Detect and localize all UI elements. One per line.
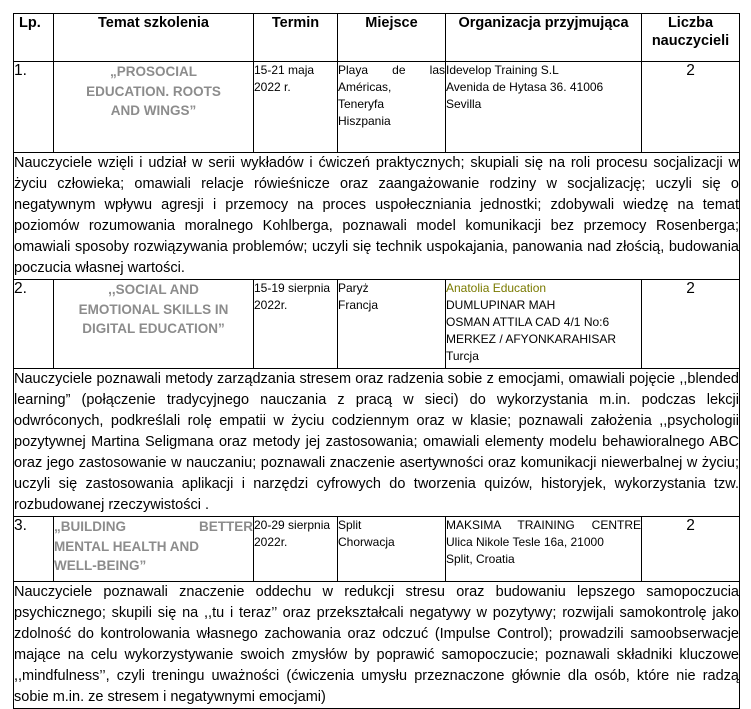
place-line: Playa de las Américas, — [338, 63, 445, 94]
teacher-count: 2 — [642, 517, 740, 582]
org-line: MERKEZ / AFYONKARAHISAR — [446, 332, 617, 346]
host-organization — [446, 517, 642, 582]
topic-line: AND WINGS” — [110, 103, 197, 118]
header-organization: Organizacja przyjmująca — [446, 14, 642, 62]
description-row — [14, 369, 740, 517]
header-place: Miejsce — [338, 14, 446, 62]
host-organization — [446, 280, 642, 369]
table-row — [14, 62, 740, 153]
row-number: 2. — [14, 280, 54, 369]
description-row — [14, 153, 740, 280]
description-row — [14, 582, 740, 709]
training-description: Nauczyciele poznawali metody zarządzania stresem oraz radzenia sobie z emocjami, omawiali pojęcie ,,blended learning” (połączenie tradycyjnego nauczania z pracą w sieci) do wykorzystania m.in. podczas lekcji odwróconych, podkreślali rolę empatii w życiu codziennym oraz w klasie; poznawali założenia ,,psychologii pozytywnej Martina Seligmana oraz metody jej zastosowania; omawiali elementy modelu behawioralnego ABC oraz jego zastosowanie w nauczaniu; poznawali znaczenie asertywności oraz komunikacji niewerbalnej w życiu; uczyli się zastosowania aplikacji i narzędzi cyfrowych do tworzenia quizów, historyjek, wykorzystania tzw. rozbudowanej rzeczywistości . — [14, 369, 740, 517]
training-date: 15-21 maja 2022 r. — [254, 62, 338, 153]
topic-line: „PROSOCIAL — [109, 64, 197, 79]
training-table — [13, 13, 740, 709]
training-date: 20-29 sierpnia 2022r. — [254, 517, 338, 582]
place-line: Chorwacja — [338, 535, 395, 549]
training-topic — [54, 517, 254, 582]
training-description: Nauczyciele poznawali znaczenie oddechu w redukcji stresu oraz budowaniu lepszego samopoczucia psychicznego; skupili się na ,,tu i teraz’’ oraz przekształcali negatywy w pozytywy; rozwijali samokontrolę jako zdolność do kontrolowania własnego zachowania oraz odczuć (Impulse Control); prowadzili samoobserwacje mające na celu wykorzystywanie swoich zmysłów by poprawić samopoczucie; poznawali składniki kluczowe ,,mindfulness’’, czyli treningu uważności (ćwiczenia umysłu przeznaczone głównie dla osób, które nie radzą sobie m.in. ze stresem i negatywnymi emocjami) — [14, 582, 740, 709]
table-row — [14, 517, 740, 582]
place-line: Paryż — [338, 281, 369, 295]
topic-line: WELL-BEING” — [54, 558, 147, 573]
header-teacher-count: Liczba nauczycieli — [642, 14, 740, 62]
org-line: Idevelop Training S.L — [446, 63, 559, 77]
training-topic — [54, 62, 254, 153]
org-line: Split, Croatia — [446, 552, 515, 566]
teacher-count: 2 — [642, 62, 740, 153]
org-line: Anatolia Education — [446, 281, 547, 295]
topic-line: EDUCATION. ROOTS — [86, 83, 221, 99]
header-date: Termin — [254, 14, 338, 62]
place-line: Hiszpania — [338, 114, 391, 128]
topic-line: EMOTIONAL SKILLS IN — [78, 301, 229, 317]
org-line: DUMLUPINAR MAH — [446, 298, 556, 312]
training-place — [338, 517, 446, 582]
header-lp: Lp. — [14, 14, 54, 62]
place-line: Teneryfa — [338, 97, 385, 111]
table-header-row — [14, 14, 740, 62]
training-description: Nauczyciele wzięli i udział w serii wykładów i ćwiczeń praktycznych; skupiali się na roli procesu socjalizacji w życiu człowieka; omawiali relacje rówieśnicze oraz zaangażowanie rodziny w socjalizację; uczyli się o negatywnym wpływu agresji i przemocy na proces uspołeczniania jednostki; zdobywali wiedzę na temat poziomów rozumowania moralnego Kohlberga, poznawali model komunikacji bez przemocy Rosenberga; omawiali sposoby rozwiązywania problemów; uczyli się technik uspokajania, panowania nad złością, budowania poczucia własnej wartości. — [14, 153, 740, 280]
org-line: Turcja — [446, 349, 479, 363]
training-place — [338, 280, 446, 369]
topic-line: „BUILDING BETTER — [54, 519, 253, 534]
org-line: OSMAN ATTILA CAD 4/1 No:6 — [446, 315, 610, 329]
org-line: MAKSIMA TRAINING CENTRE — [446, 518, 641, 532]
training-place — [338, 62, 446, 153]
training-date: 15-19 sierpnia 2022r. — [254, 280, 338, 369]
topic-line: DIGITAL EDUCATION” — [82, 321, 225, 336]
header-topic: Temat szkolenia — [54, 14, 254, 62]
topic-line: ,,SOCIAL AND — [108, 282, 199, 297]
row-number: 1. — [14, 62, 54, 153]
place-line: Francja — [338, 298, 379, 312]
training-topic — [54, 280, 254, 369]
place-line: Split — [338, 518, 362, 532]
teacher-count: 2 — [642, 280, 740, 369]
host-organization — [446, 62, 642, 153]
org-line: Avenida de Hytasa 36. 41006 — [446, 80, 604, 94]
table-row — [14, 280, 740, 369]
org-line: Sevilla — [446, 97, 482, 111]
topic-line: MENTAL HEALTH AND — [54, 538, 199, 554]
org-line: Ulica Nikole Tesle 16a, 21000 — [446, 535, 604, 549]
row-number: 3. — [14, 517, 54, 582]
